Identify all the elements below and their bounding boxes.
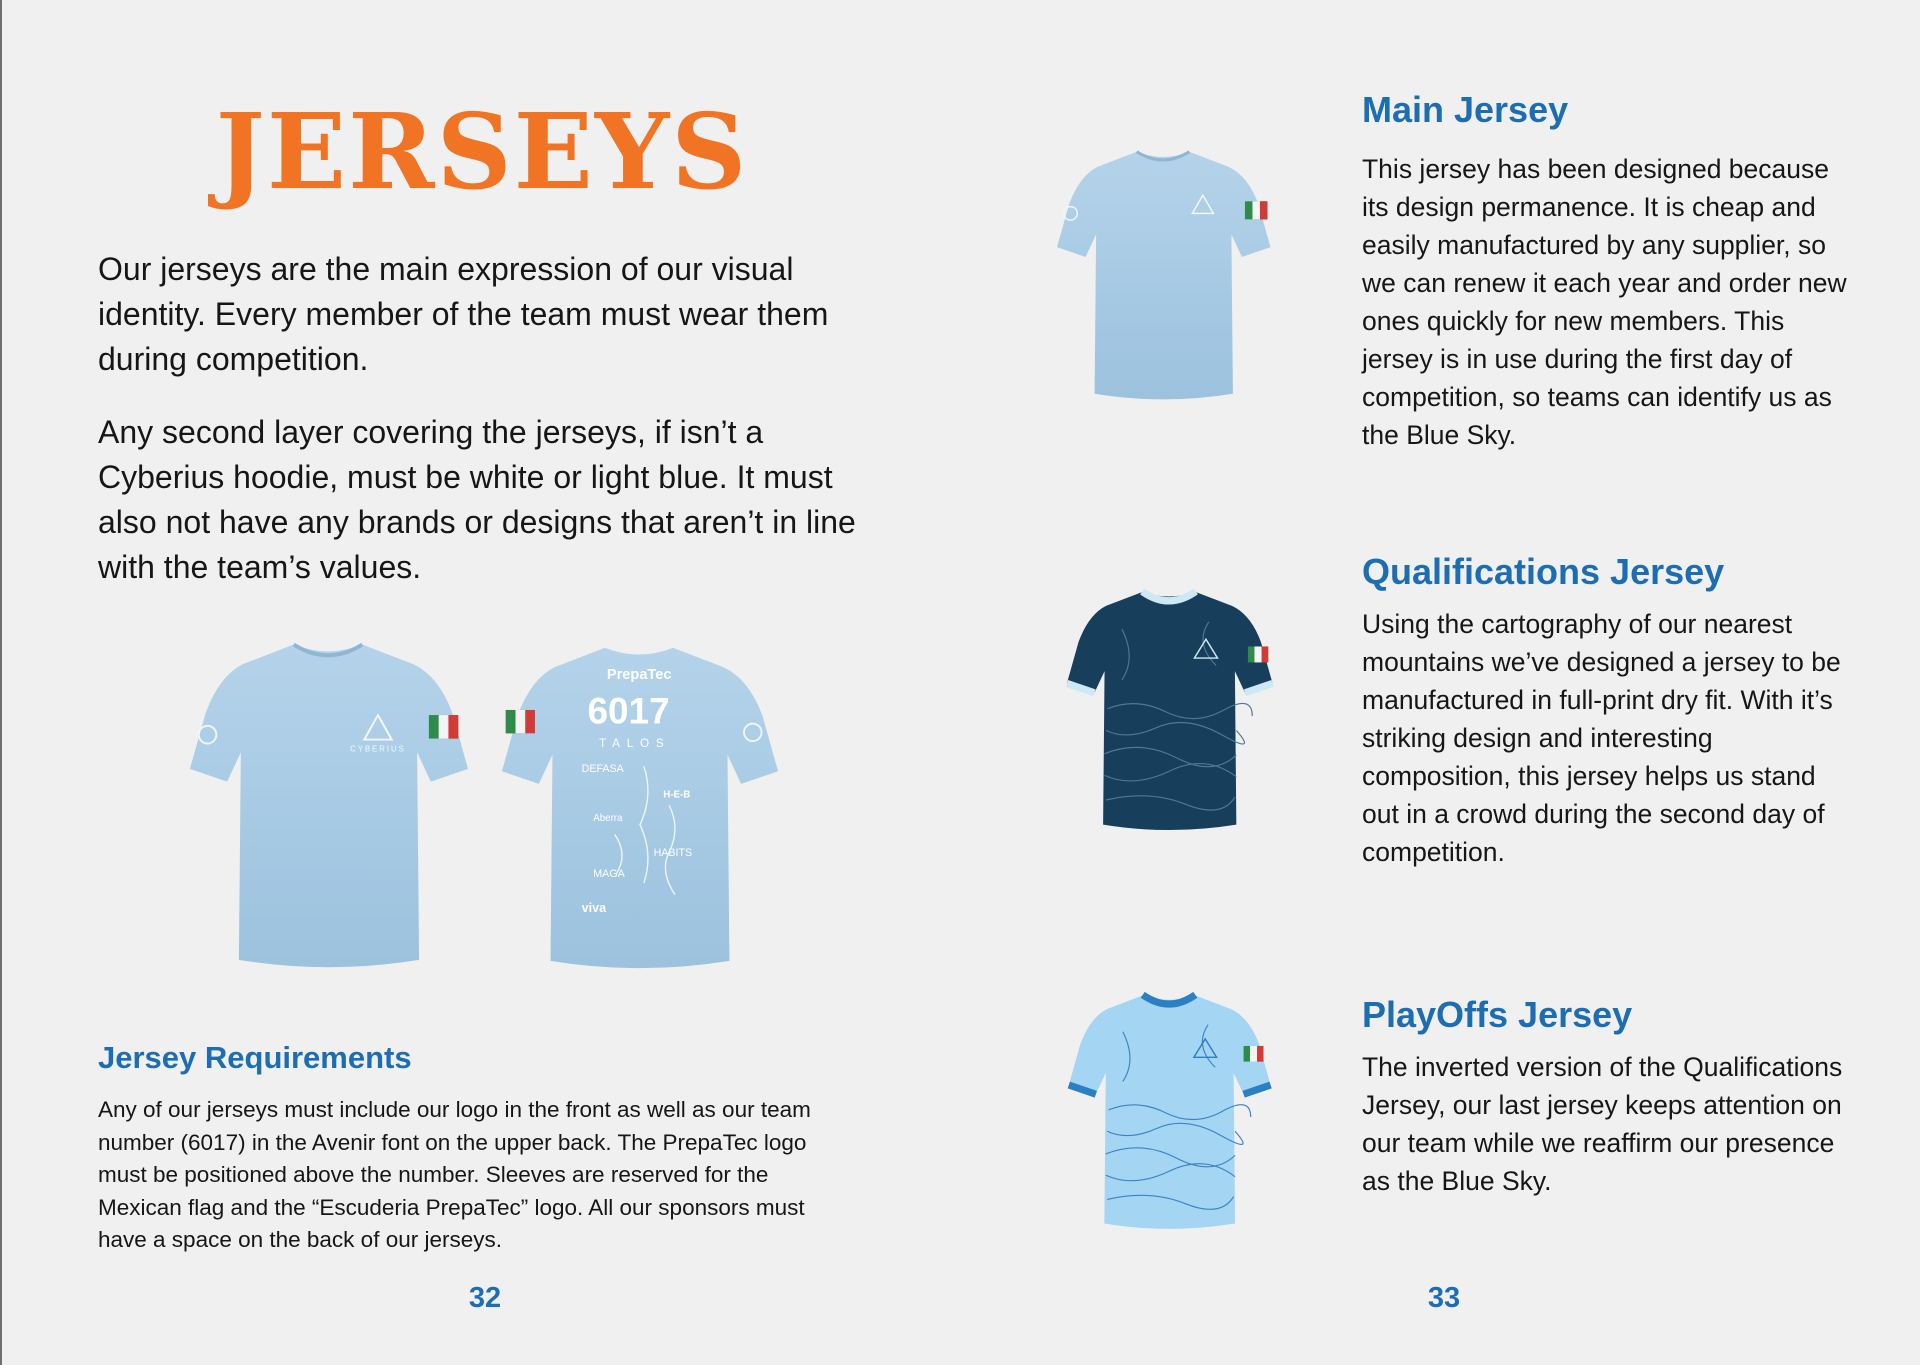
qualifications-jersey-text: Using the cartography of our nearest mountains we’ve designed a jersey to be manufactured in full-print dry fit. With it’s striking design and interesting composition, this jersey helps us stand out in a crowd during the second day of competition. — [1362, 609, 1841, 867]
main-jersey-image — [1054, 122, 1272, 440]
main-jersey-text: This jersey has been designed because its design permanence. It is cheap and easily manufactured by any supplier, so we can renew it each year and order new ones quickly for new members. This jersey is in use during the first day of competition, so teams can identify us as the Blue Sky. — [1362, 154, 1847, 450]
playoffs-jersey-text: The inverted version of the Qualifications Jersey, our last jersey keeps attention on our team while we reaffirm our presence as the Blue Sky. — [1362, 1052, 1843, 1196]
playoffs-jersey-title: PlayOffs Jersey — [1362, 994, 1633, 1035]
main-jersey-back-image — [498, 637, 780, 993]
back-sponsor-prepatec: PrepaTec — [606, 666, 672, 683]
back-sponsor-3: Aberra — [593, 812, 623, 824]
qualifications-jersey-image — [1064, 562, 1274, 870]
back-sponsor-talos: TALOS — [599, 736, 671, 750]
back-sponsor-6: viva — [581, 901, 607, 916]
front-logo-text: CYBERIUS — [350, 744, 406, 754]
back-sponsor-2: H-E-B — [663, 789, 691, 801]
requirements-text: Any of our jerseys must include our logo in the front as well as our team number (6017) in the Avenir font on the upper back. The PrepaTec logo must be positioned above the number. Sleeves are reserved for the Mexican flag and the “Escuderia PrepaTec” logo. All our sponsors must have a space on the back of our jerseys. — [98, 1097, 811, 1252]
intro-paragraph-2: Any second layer covering the jerseys, if isn’t a Cyberius hoodie, must be white or light blue. It must also not have any brands or designs that aren’t in line with the team’s values. — [98, 414, 856, 585]
back-sponsor-5: MAGA — [593, 868, 625, 881]
right-page — [960, 0, 1920, 1365]
page-title: JERSEYS — [215, 90, 749, 213]
main-jersey-title: Main Jersey — [1362, 89, 1569, 130]
main-jersey-front-image — [186, 634, 470, 992]
back-team-number: 6017 — [587, 690, 670, 732]
back-sponsor-1: DEFASA — [581, 763, 624, 776]
requirements-title: Jersey Requirements — [98, 1040, 412, 1075]
qualifications-jersey-title: Qualifications Jersey — [1362, 551, 1725, 592]
back-sponsor-4: HABITS — [653, 846, 693, 859]
page-number-left: 32 — [468, 1282, 502, 1314]
intro-paragraph-1: Our jerseys are the main expression of our visual identity. Every member of the team must wear them during competition. — [98, 251, 829, 377]
page-number-right: 33 — [1427, 1282, 1461, 1314]
playoffs-jersey-image — [1066, 962, 1272, 1272]
